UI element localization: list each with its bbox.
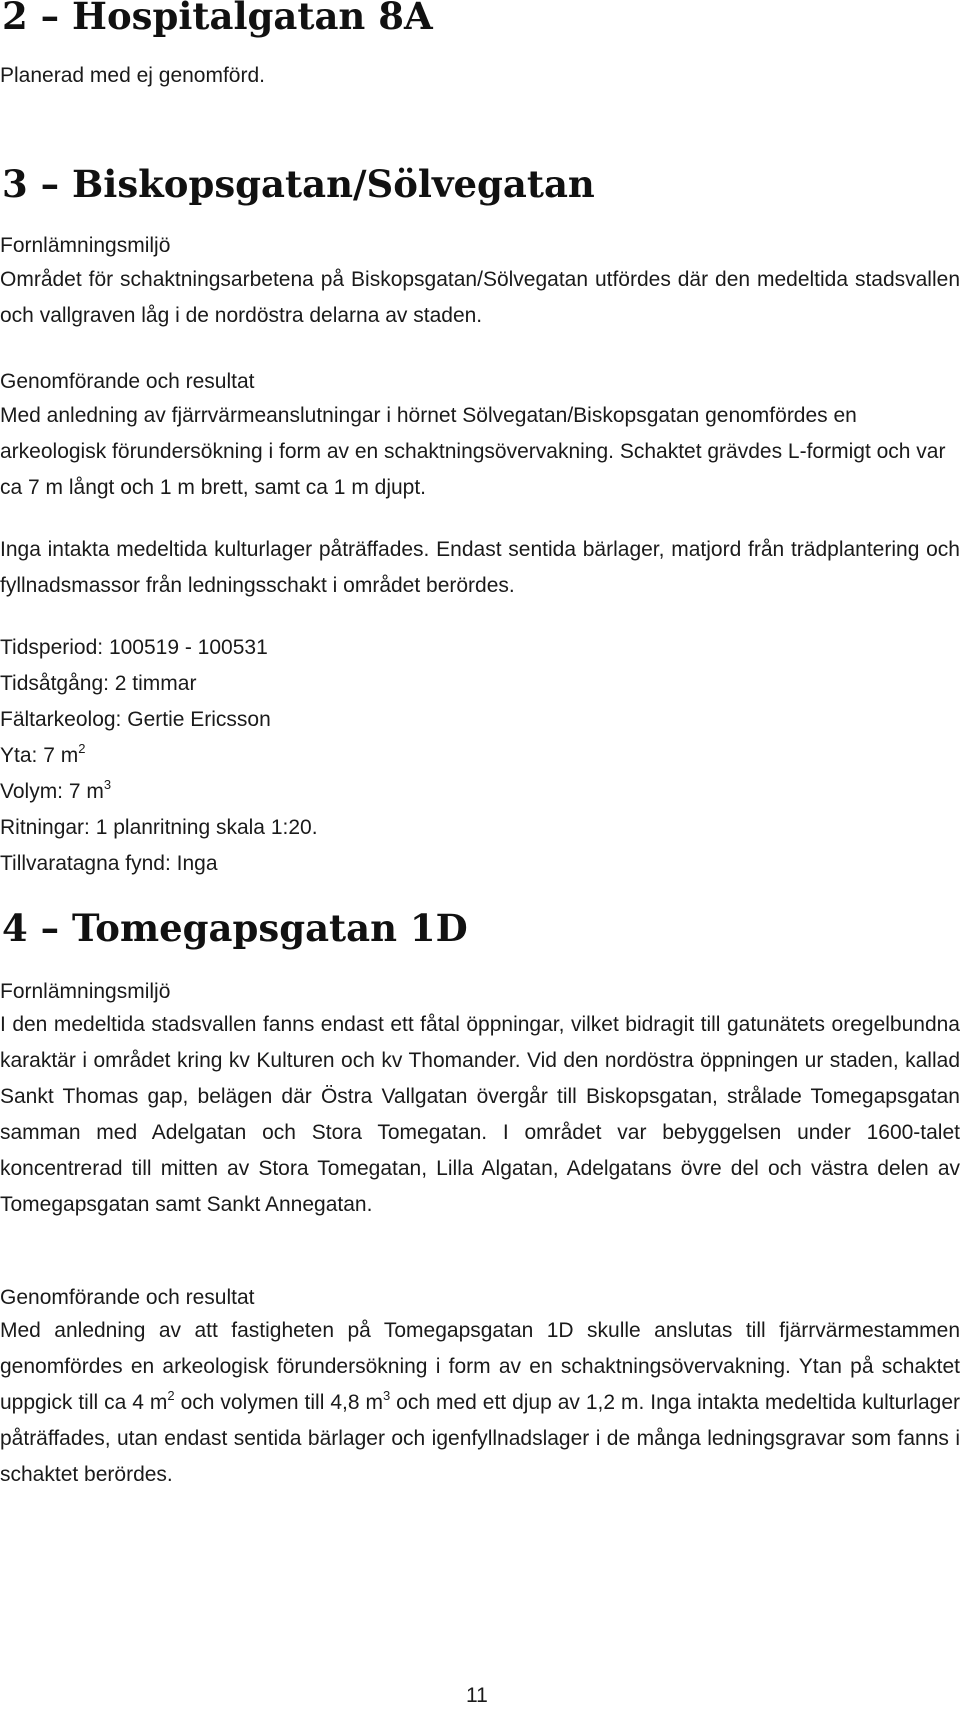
genomforande-part-1: Med anledning av att fastigheten på Tomegapsgatan 1D skulle anslutas till fjärrvärmestammen genomfördes en arkeologisk förundersökning i form av en schaktningsövervakning. Ytan på schaktet uppgick till ca 4 m — [0, 1319, 960, 1414]
genomforande-part-3: och med ett djup av 1,2 m. Inga intakta medeltida kulturlager påträffades, utan endast sentida bärlager och igenfyllnadslager i de många ledningsgravar som fanns i schaktet berördes. — [0, 1391, 960, 1486]
detail-faltarkeolog: Fältarkeolog: Gertie Ericsson — [0, 708, 271, 731]
volume-exponent: 3 — [382, 1388, 391, 1403]
tomegapsgatan-genomforande-title: Genomförande och resultat — [0, 1286, 255, 1309]
genomforande-part-2: och volymen till 4,8 m — [174, 1391, 383, 1414]
biskopsgatan-resultat-text: Inga intakta medeltida kulturlager påträffades. Endast sentida bärlager, matjord från trädplantering och fyllnadsmassor från ledningsschakt i området berördes. — [0, 538, 960, 597]
detail-ritningar: Ritningar: 1 planritning skala 1:20. — [0, 816, 318, 839]
detail-volym — [0, 774, 111, 810]
biskopsgatan-genomforande-title: Genomförande och resultat — [0, 370, 255, 393]
heading-biskopsgatan: 3 – Biskopsgatan/Sölvegatan — [2, 162, 595, 206]
biskopsgatan-genomforande-text: Med anledning av fjärrvärmeanslutningar i hörnet Sölvegatan/Biskopsgatan genomfördes en arkeologisk förundersökning i form av en schaktningsövervakning. Schaktet grävdes L-formigt och var ca 7 m långt och 1 m brett, samt ca 1 m djupt. — [0, 404, 946, 499]
yta-exponent: 2 — [78, 741, 86, 756]
area-exponent: 2 — [167, 1388, 175, 1403]
page-number: 11 — [466, 1684, 488, 1707]
detail-tidsatgang: Tidsåtgång: 2 timmar — [0, 672, 197, 695]
tomegapsgatan-fornlamning-text: I den medeltida stadsvallen fanns endast ett fåtal öppningar, vilket bidragit till gatunätets oregelbundna karaktär i området kring kv Kulturen och kv Thomander. Vid den nordöstra öppningen ur staden, kallad Sankt Thomas gap, belägen där Östra Vallgatan övergår till Biskopsgatan, strålade Tomegapsgatan samman med Adelgatan och Stora Tomegatan. I området var bebyggelsen under 1600-talet koncentrerad till mitten av Stora Tomegatan, Lilla Algatan, Adelgatans övre del och västra delen av Tomegapsgatan samt Sankt Annegatan. — [0, 1013, 960, 1216]
heading-hospitalgatan: 2 – Hospitalgatan 8A — [2, 0, 433, 38]
yta-value: Yta: 7 m — [0, 744, 79, 767]
biskopsgatan-fornlamning-title: Fornlämningsmiljö — [0, 234, 171, 257]
hospitalgatan-text: Planerad med ej genomförd. — [0, 64, 265, 87]
volym-value: Volym: 7 m — [0, 780, 104, 803]
volym-exponent: 3 — [103, 777, 112, 792]
detail-yta — [0, 738, 85, 774]
detail-fynd: Tillvaratagna fynd: Inga — [0, 852, 218, 875]
detail-tidsperiod: Tidsperiod: 100519 - 100531 — [0, 636, 268, 659]
tomegapsgatan-genomforande-text — [0, 1313, 960, 1493]
tomegapsgatan-fornlamning-title: Fornlämningsmiljö — [0, 980, 171, 1003]
heading-tomegapsgatan: 4 – Tomegapsgatan 1D — [2, 906, 468, 950]
biskopsgatan-fornlamning-text: Området för schaktningsarbetena på Biskopsgatan/Sölvegatan utfördes där den medeltida stadsvallen och vallgraven låg i de nordöstra delarna av staden. — [0, 268, 960, 327]
